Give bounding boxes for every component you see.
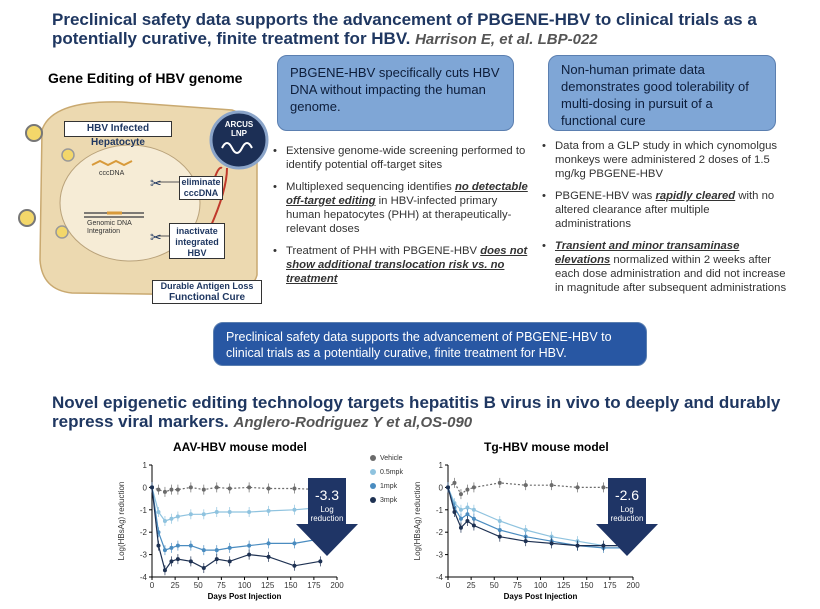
callout-nhp-tolerability: Non-human primate data demonstrates good tolerability of multi-dosing in pursuit of a functional cure <box>548 55 776 131</box>
data-point <box>247 553 251 557</box>
y-tick-label: 0 <box>438 483 443 493</box>
bullet-text: Data from a GLP study in which cynomolgus monkeys were administered 2 doses of 1.5 mg/kg PBGENE-HBV <box>555 140 778 180</box>
data-point <box>215 548 219 552</box>
functional-cure-box <box>152 280 262 304</box>
data-point <box>169 517 173 521</box>
section2-title <box>52 393 792 432</box>
data-point <box>156 488 160 492</box>
data-point <box>267 555 271 559</box>
data-point <box>524 539 528 543</box>
data-point <box>189 512 193 516</box>
data-point <box>215 485 219 489</box>
durable-antigen-loss-text: Durable Antigen Loss <box>160 281 254 291</box>
y-tick-label: 1 <box>142 461 147 470</box>
x-tick-label: 75 <box>216 581 226 590</box>
gene-editing-title: Gene Editing of HBV genome <box>48 70 243 86</box>
x-tick-label: 75 <box>512 581 522 590</box>
data-point <box>189 485 193 489</box>
genomic-dna-label <box>87 220 147 236</box>
arrow-value: -3.3 <box>314 487 340 503</box>
x-tick-label: 25 <box>466 581 476 590</box>
y-tick-label: -1 <box>435 505 443 515</box>
data-point <box>202 566 206 570</box>
y-axis-label: Log(HBsAg) reduction <box>117 481 126 561</box>
bullet-item <box>273 180 533 236</box>
data-point <box>524 528 528 532</box>
legend-label: 0.5mpk <box>380 468 403 476</box>
section2-title-line1: Novel epigenetic editing technology targets hepatitis B virus in vivo to deeply and durably <box>52 393 781 412</box>
data-point <box>472 523 476 527</box>
data-point <box>176 488 180 492</box>
data-point <box>452 481 456 485</box>
section1-title-line1: Preclinical safety data supports the advancement of PBGENE-HBV to clinical trials as a <box>52 10 757 29</box>
x-tick-label: 150 <box>284 581 298 590</box>
hbv-virion-icon <box>26 125 42 141</box>
data-point <box>472 485 476 489</box>
y-tick-label: -3 <box>435 550 443 560</box>
bullet-emphasis: Transient and minor transaminase elevations <box>555 240 740 266</box>
bullet-text: Treatment of PHH with PBGENE-HBV <box>286 245 481 257</box>
bullet-item <box>273 144 533 172</box>
data-point <box>202 512 206 516</box>
scissors-icon: ✂ <box>150 175 162 191</box>
x-tick-label: 100 <box>237 581 252 590</box>
legend-marker <box>370 455 376 461</box>
log-reduction-arrow-tg <box>596 478 658 556</box>
x-tick-label: 50 <box>193 581 203 590</box>
legend-label: 1mpk <box>380 482 398 490</box>
data-point <box>176 557 180 561</box>
arrow-label: reduction <box>610 514 644 523</box>
data-point <box>215 557 219 561</box>
data-point <box>498 519 502 523</box>
bullet-emphasis: no detectable off-target editing <box>286 181 528 207</box>
x-tick-label: 200 <box>626 581 640 590</box>
bullets-left <box>273 144 533 294</box>
data-point <box>459 492 463 496</box>
integration-text: Integration <box>87 228 121 235</box>
log-reduction-arrow-aav <box>296 478 358 556</box>
arrow-value: -2.6 <box>614 487 640 503</box>
data-point <box>189 559 193 563</box>
section1-title-line2: potentially curative, finite treatment for HBV. <box>52 29 411 48</box>
callout-specific-cut: PBGENE-HBV specifically cuts HBV DNA without impacting the human genome. <box>277 55 514 131</box>
section1-title <box>52 10 792 49</box>
data-point <box>247 485 251 489</box>
hbv-virion-icon <box>19 210 35 226</box>
data-point <box>163 490 167 494</box>
data-point <box>446 485 450 489</box>
hepatocyte-label: HBV Infected Hepatocyte <box>64 121 172 137</box>
bullet-text: PBGENE-HBV was <box>555 190 656 202</box>
x-tick-label: 100 <box>533 581 548 590</box>
y-tick-label: -4 <box>435 573 443 582</box>
x-tick-label: 125 <box>556 581 571 590</box>
y-tick-label: 0 <box>142 483 147 493</box>
bullet-item <box>542 189 787 231</box>
y-tick-label: -2 <box>139 528 147 538</box>
data-point <box>459 526 463 530</box>
data-point <box>267 541 271 545</box>
x-tick-label: 0 <box>149 581 155 590</box>
data-point <box>163 548 167 552</box>
data-point <box>169 546 173 550</box>
section1-citation: Harrison E, et al. LBP-022 <box>415 31 598 48</box>
legend-label: Vehicle <box>380 454 403 462</box>
data-point <box>576 544 580 548</box>
genomic-dna-text: Genomic DNA <box>87 220 132 227</box>
scissors-icon: ✂ <box>150 229 162 245</box>
y-axis-label: Log(HBsAg) reduction <box>413 481 422 561</box>
data-point <box>465 512 469 516</box>
data-point <box>459 508 463 512</box>
bullet-text: Multiplexed sequencing identifies <box>286 181 455 193</box>
bullet-item <box>542 239 787 295</box>
x-tick-label: 200 <box>330 581 344 590</box>
data-point <box>550 483 554 487</box>
chart-title-tg: Tg-HBV mouse model <box>484 440 609 454</box>
data-point <box>524 483 528 487</box>
data-point <box>498 535 502 539</box>
arrow-label: Log <box>620 505 634 514</box>
data-point <box>576 485 580 489</box>
data-point <box>292 564 296 568</box>
data-point <box>498 528 502 532</box>
data-point <box>169 559 173 563</box>
data-point <box>267 509 271 513</box>
data-point <box>163 519 167 523</box>
x-tick-label: 125 <box>260 581 275 590</box>
hbv-virion-icon <box>62 149 74 161</box>
data-point <box>176 515 180 519</box>
arrow-label: Log <box>320 505 334 514</box>
data-point <box>215 510 219 514</box>
data-point <box>472 508 476 512</box>
gene-editing-diagram <box>12 90 274 305</box>
eliminate-cccdna-box: eliminate cccDNA <box>179 176 223 200</box>
x-tick-label: 0 <box>445 581 451 590</box>
data-point <box>459 517 463 521</box>
y-tick-label: -3 <box>139 550 147 560</box>
x-tick-label: 175 <box>307 581 321 590</box>
bullet-item <box>273 244 533 286</box>
data-point <box>228 546 232 550</box>
data-point <box>150 485 154 489</box>
y-tick-label: 1 <box>438 461 443 470</box>
data-point <box>550 541 554 545</box>
data-point <box>202 488 206 492</box>
legend-marker <box>370 469 376 475</box>
hbv-virion-icon <box>56 226 68 238</box>
x-tick-label: 175 <box>603 581 617 590</box>
bullet-emphasis: does not show additional translocation risk vs. no treatment <box>286 245 528 285</box>
y-tick-label: -1 <box>139 505 147 515</box>
data-point <box>318 559 322 563</box>
data-point <box>156 510 160 514</box>
legend-label: 3mpk <box>380 496 398 504</box>
section2-citation: Anglero-Rodriguez Y et al,OS-090 <box>233 414 473 431</box>
bullet-emphasis: rapidly cleared <box>655 190 736 202</box>
data-point <box>169 488 173 492</box>
y-tick-label: -2 <box>435 528 443 538</box>
data-point <box>228 510 232 514</box>
data-point <box>176 544 180 548</box>
data-point <box>267 487 271 491</box>
arcus-label: ARCUS LNP <box>224 120 254 138</box>
data-point <box>156 544 160 548</box>
bullet-item <box>542 139 787 181</box>
arrow-label: reduction <box>310 514 344 523</box>
x-tick-label: 25 <box>170 581 180 590</box>
data-point <box>228 487 232 491</box>
data-point <box>163 568 167 572</box>
data-point <box>247 510 251 514</box>
bullet-text: Extensive genome-wide screening performed to identify potential off-target sites <box>286 145 526 171</box>
data-point <box>189 544 193 548</box>
bullets-right <box>542 139 787 303</box>
legend-marker <box>370 497 376 503</box>
functional-cure-text: Functional Cure <box>168 292 246 303</box>
x-tick-label: 150 <box>580 581 594 590</box>
section2-title-line2: repress viral markers. <box>52 412 229 431</box>
bullet-text: normalized within 2 weeks after each dose administration and did not increase in magnitude after subsequent administrations <box>555 254 787 294</box>
x-tick-label: 50 <box>489 581 499 590</box>
data-point <box>472 517 476 521</box>
legend-marker <box>370 483 376 489</box>
data-point <box>247 544 251 548</box>
chart-title-aav: AAV-HBV mouse model <box>173 440 307 454</box>
y-tick-label: -4 <box>139 573 147 582</box>
inactivate-integrated-box: inactivate integrated HBV <box>169 223 225 259</box>
bullet-text: with no altered clearance after multiple administrations <box>555 190 775 230</box>
cccdna-label: cccDNA <box>99 170 125 177</box>
data-point <box>228 559 232 563</box>
data-point <box>465 519 469 523</box>
x-axis-label: Days Post Injection <box>503 592 578 601</box>
data-point <box>498 481 502 485</box>
callout-summary: Preclinical safety data supports the advancement of PBGENE-HBV to clinical trials as a potentially curative, finite treatment for HBV. <box>213 322 647 366</box>
bullet-text: in HBV-infected primary human hepatocytes (PHH) at therapeutically-relevant doses <box>286 195 512 235</box>
data-point <box>452 510 456 514</box>
data-point <box>465 488 469 492</box>
x-axis-label: Days Post Injection <box>207 592 282 601</box>
data-point <box>465 506 469 510</box>
data-point <box>202 548 206 552</box>
